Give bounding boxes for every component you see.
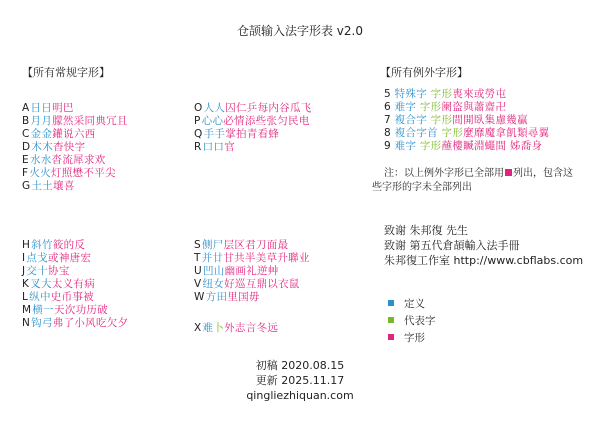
glyph-segment: 月月 xyxy=(30,115,53,127)
row-key: H xyxy=(22,239,31,251)
site-link[interactable]: qingliezhiquan.com xyxy=(246,389,354,402)
row-key: A xyxy=(22,102,30,114)
glyph-segment: 字形 xyxy=(419,140,442,152)
row-key: Q xyxy=(194,128,203,140)
glyph-row xyxy=(22,291,94,304)
page-title: 仓颉输入法字形表 v2.0 xyxy=(236,24,363,38)
glyph-row xyxy=(22,154,106,167)
glyph-row xyxy=(22,180,75,193)
row-key: N xyxy=(22,317,31,329)
glyph-row xyxy=(22,317,128,330)
row-key: S xyxy=(194,239,201,251)
glyph-segment: 土土 xyxy=(31,180,54,192)
glyph-segment: 横一 xyxy=(32,304,54,316)
glyph-segment: 心心 xyxy=(201,115,224,127)
glyph-segment: 难 xyxy=(202,322,214,334)
glyph-segment: 字形 xyxy=(430,114,453,126)
exceptions-note xyxy=(384,167,573,181)
glyph-segment: 天次功历破 xyxy=(53,304,108,316)
glyph-segment: 手手 xyxy=(203,128,226,140)
glyph-segment: 壤喜 xyxy=(53,180,75,192)
glyph-segment: 複合字 xyxy=(394,114,431,126)
glyph-segment: 弗了小风吃欠夕 xyxy=(52,317,129,329)
legend-label: 定义 xyxy=(404,298,425,310)
glyph-segment: 点戈 xyxy=(26,252,49,264)
row-key: P xyxy=(194,115,201,127)
row-key: B xyxy=(22,115,30,127)
thanks-line: 朱邦復工作室 http://www.cbflabs.com xyxy=(384,254,584,267)
footer xyxy=(0,358,600,403)
legend-label: 代表字 xyxy=(404,315,436,327)
row-key: 5 xyxy=(384,88,395,100)
acknowledgements xyxy=(384,223,583,268)
glyph-row xyxy=(384,140,542,153)
glyph-segment: 好巡互鼎以衣鼠 xyxy=(224,278,300,290)
row-key: U xyxy=(194,265,202,277)
row-key: V xyxy=(194,278,202,290)
row-key: E xyxy=(22,154,29,166)
row-key: R xyxy=(194,141,202,153)
glyph-segment: 难字 xyxy=(394,101,420,113)
row-key: D xyxy=(22,141,31,153)
glyph-segment: 难字 xyxy=(394,140,420,152)
glyph-segment: 叉大 xyxy=(30,278,52,290)
glyph-segment: 鑵说六西 xyxy=(52,128,96,140)
thanks-line: 致谢 朱邦復 先生 xyxy=(384,224,468,237)
glyph-row xyxy=(384,101,506,114)
glyph-segment: 卜 xyxy=(213,322,225,334)
glyph-segment: 明巴 xyxy=(52,102,74,114)
note-text-after: 列出，包含这 xyxy=(513,168,573,179)
glyph-segment: 間開臥集慮幾贏 xyxy=(452,114,528,126)
glyph-segment: 幽画礼逆艸 xyxy=(224,265,279,277)
glyph-row xyxy=(22,278,95,291)
row-key: F xyxy=(22,167,29,179)
glyph-row xyxy=(194,239,288,252)
glyph-segment: 纽女 xyxy=(202,278,225,290)
glyph-row xyxy=(22,304,108,317)
glyph-row xyxy=(194,252,310,265)
glyph-segment: 麼靡魔拿飢類尋翼 xyxy=(463,127,550,139)
glyph-segment: 火火 xyxy=(29,167,51,179)
glyph-row xyxy=(384,127,549,140)
glyph-segment: 字形 xyxy=(430,88,453,100)
glyph-row xyxy=(194,265,279,278)
glyph-segment: 喪來或勞屯 xyxy=(452,88,507,100)
glyph-segment: 侧尸 xyxy=(201,239,224,251)
glyph-segment: 囚仁乒每内谷瓜飞 xyxy=(225,102,312,114)
glyph-segment: 层区君刀面最 xyxy=(223,239,289,251)
legend xyxy=(388,296,436,347)
glyph-segment: 交十 xyxy=(26,265,49,277)
legend-item xyxy=(388,313,436,330)
row-key: O xyxy=(194,102,203,114)
glyph-segment: 杳快字 xyxy=(53,141,86,153)
glyph-row xyxy=(22,141,85,154)
glyph-row xyxy=(194,278,300,291)
row-key: C xyxy=(22,128,30,140)
glyph-row xyxy=(22,102,74,115)
glyph-segment: 金金 xyxy=(30,128,53,140)
glyph-row xyxy=(384,88,506,101)
legend-label: 字形 xyxy=(404,332,425,344)
row-key: 6 xyxy=(384,101,395,113)
glyph-segment: 凹山 xyxy=(203,265,225,277)
row-key: W xyxy=(194,291,205,303)
row-key: M xyxy=(22,304,32,316)
common-heading: 【所有常规字形】 xyxy=(22,66,110,79)
glyph-row xyxy=(194,128,279,141)
pink-square-icon xyxy=(505,169,512,176)
glyph-segment: 人人 xyxy=(203,102,226,114)
glyph-segment: 蘸樓贓淵蠅間 姊喬身 xyxy=(441,140,543,152)
glyph-row xyxy=(384,114,528,127)
glyph-segment: 必情添些张匀民电 xyxy=(223,115,310,127)
glyph-segment: 斜竹 xyxy=(31,239,53,251)
row-key: 8 xyxy=(384,127,395,139)
glyph-segment: 方田 xyxy=(205,291,228,303)
glyph-segment: 官 xyxy=(224,141,236,153)
glyph-segment: 甘共半美草升聯业 xyxy=(223,252,310,264)
glyph-segment: 钩弓 xyxy=(31,317,53,329)
blue-square-icon xyxy=(388,300,394,306)
glyph-row xyxy=(22,265,70,278)
glyph-row xyxy=(22,128,95,141)
glyph-segment: 木木 xyxy=(31,141,53,153)
update-date: 更新 2025.11.17 xyxy=(255,374,345,387)
glyph-row xyxy=(22,252,91,265)
draft-date: 初稿 2020.08.15 xyxy=(255,359,345,372)
legend-item xyxy=(388,330,436,347)
glyph-segment: 沓流犀求欢 xyxy=(51,154,106,166)
row-key: J xyxy=(22,265,26,277)
glyph-segment: 外志言冬远 xyxy=(224,322,279,334)
exceptions-heading: 【所有例外字形】 xyxy=(380,66,468,79)
glyph-row xyxy=(194,141,235,154)
glyph-segment: 字形 xyxy=(419,101,442,113)
glyph-segment: 筱的反 xyxy=(52,239,86,251)
glyph-segment: 太义有病 xyxy=(51,278,95,290)
note-text: 注：以上例外字形已全部用 xyxy=(384,168,504,179)
legend-item xyxy=(388,296,436,313)
glyph-segment: 阑盗與蕭齋卍 xyxy=(441,101,507,113)
glyph-segment: 特殊字 xyxy=(394,88,431,100)
green-square-icon xyxy=(388,317,394,323)
row-key: T xyxy=(194,252,201,264)
row-key: X xyxy=(194,322,202,334)
glyph-segment: 灯照懋不平尖 xyxy=(50,167,116,179)
glyph-segment: 并廿 xyxy=(201,252,224,264)
glyph-row xyxy=(194,115,310,128)
glyph-segment: 协宝 xyxy=(48,265,70,277)
glyph-row xyxy=(194,322,278,335)
row-key: I xyxy=(22,252,26,264)
row-key: G xyxy=(22,180,31,192)
glyph-row xyxy=(194,291,260,304)
glyph-segment: 水水 xyxy=(29,154,52,166)
row-key: 7 xyxy=(384,114,395,126)
glyph-segment: 朦然采同典冗且 xyxy=(52,115,128,127)
glyph-segment: 史币事被 xyxy=(50,291,94,303)
glyph-segment: 或神唐宏 xyxy=(48,252,92,264)
glyph-segment: 字形 xyxy=(441,127,464,139)
row-key: K xyxy=(22,278,30,290)
glyph-segment: 複合字首 xyxy=(394,127,442,139)
glyph-row xyxy=(22,167,116,180)
exceptions-note-line2: 些字形的字未全部列出 xyxy=(372,182,472,193)
glyph-row xyxy=(22,239,85,252)
glyph-segment: 纵中 xyxy=(29,291,51,303)
glyph-segment: 日日 xyxy=(30,102,53,114)
row-key: 9 xyxy=(384,140,395,152)
glyph-row xyxy=(194,102,312,115)
glyph-segment: 里国毋 xyxy=(227,291,260,303)
glyph-segment: 掌拍青看蜂 xyxy=(225,128,280,140)
row-key: L xyxy=(22,291,29,303)
thanks-line: 致谢 第五代倉頡輸入法手冊 xyxy=(384,239,520,252)
pink-square-icon xyxy=(388,334,394,340)
glyph-row xyxy=(22,115,128,128)
glyph-segment: 口口 xyxy=(202,141,225,153)
